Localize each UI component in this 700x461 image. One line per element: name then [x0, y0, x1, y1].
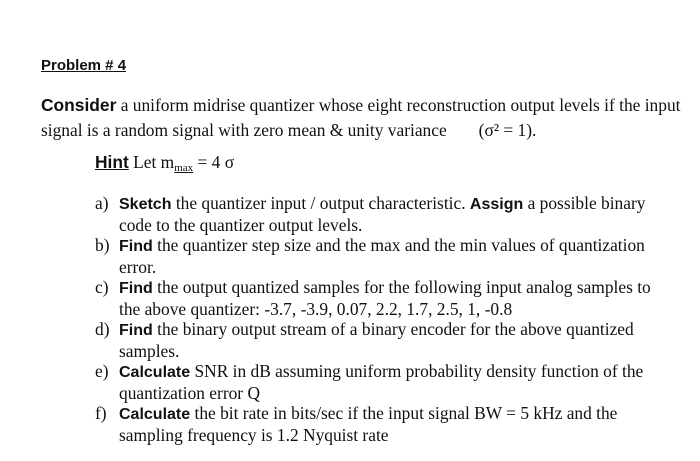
item-body: the binary output stream of a binary encoder for the above quantized samples.: [119, 319, 634, 361]
intro-line1: a uniform midrise quantizer whose eight reconstruction output levels if the input: [116, 95, 681, 115]
item-body: the quantizer input / output characteristic.: [171, 193, 470, 213]
item-body: the quantizer step size and the max and the min values of quantization error.: [119, 235, 645, 277]
problem-statement: [41, 93, 691, 143]
variance-note: (σ² = 1).: [478, 120, 537, 140]
item-body: the output quantized samples for the following input analog samples to the above quantizer: -3.7, -3.9, 0.07, 2.2, 1.7, 2.5, 1, -0.8: [119, 277, 651, 319]
hint: [95, 152, 234, 174]
item-verb: Find: [119, 322, 153, 339]
item-text: [119, 319, 665, 361]
hint-subscript: max: [174, 162, 194, 174]
item-letter: d): [95, 319, 110, 339]
problem-title: Problem # 4: [41, 57, 127, 74]
item-letter: f): [95, 403, 107, 423]
item-text: [119, 403, 665, 445]
hint-text: Let m: [128, 152, 175, 172]
intro-lead: Consider: [41, 95, 117, 115]
item-verb-2: Assign: [469, 196, 524, 213]
item-letter: b): [95, 235, 110, 255]
item-body: SNR in dB assuming uniform probability density function of the quantization error Q: [119, 361, 644, 403]
list-item: [95, 403, 665, 445]
item-letter: e): [95, 361, 109, 381]
item-verb: Calculate: [119, 364, 191, 381]
hint-label: Hint: [95, 152, 129, 172]
item-text: [119, 235, 665, 277]
list-item: [95, 193, 665, 235]
list-item: [95, 361, 665, 403]
item-body-2: a possible binary code to the quantizer output levels.: [119, 193, 646, 235]
intro-line2: signal is a random signal with zero mean & unity variance: [41, 120, 447, 140]
hint-rest: = 4 σ: [193, 152, 235, 172]
item-text: [119, 361, 665, 403]
item-text: [119, 193, 665, 235]
item-letter: c): [95, 277, 109, 297]
list-item: [95, 319, 665, 361]
item-verb: Calculate: [119, 406, 191, 423]
item-verb: Find: [119, 238, 153, 255]
question-list: [95, 193, 665, 445]
item-verb: Find: [119, 280, 153, 297]
item-text: [119, 277, 665, 319]
item-letter: a): [95, 193, 109, 213]
list-item: [95, 277, 665, 319]
list-item: [95, 235, 665, 277]
item-verb: Sketch: [119, 196, 172, 213]
item-body: the bit rate in bits/sec if the input signal BW = 5 kHz and the sampling frequency is 1.2 Nyquist rate: [119, 403, 618, 445]
